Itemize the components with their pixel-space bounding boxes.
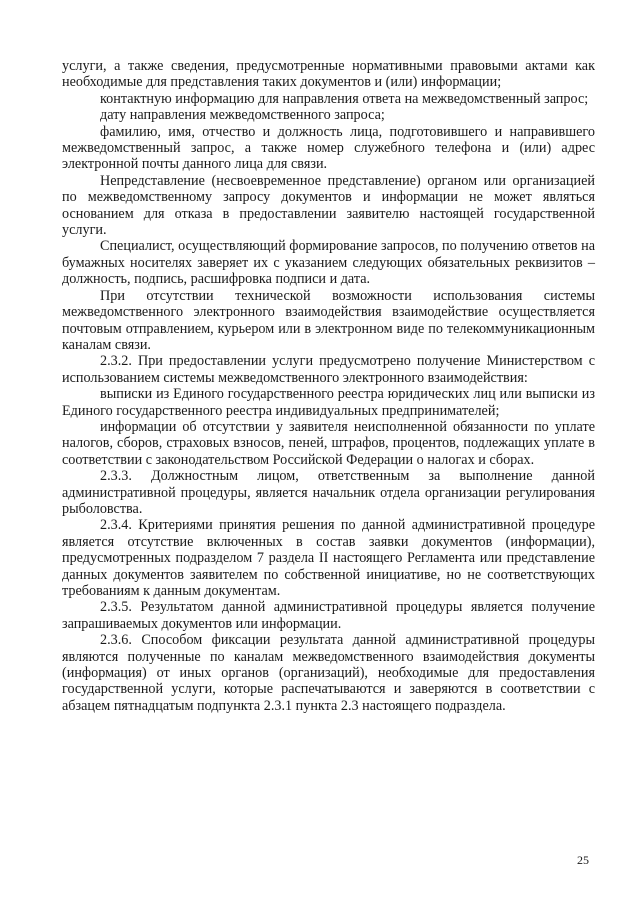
paragraph: контактную информацию для направления ответа на межведомственный запрос; (100, 90, 589, 107)
paragraph-section-2-3-3: 2.3.3. Должностным лицом, ответственным за выполнение данной административной процедуры, является начальник отдела организации регулирования рыболовства. (62, 468, 595, 517)
document-page (62, 58, 595, 714)
paragraph-section-2-3-4: 2.3.4. Критериями принятия решения по данной административной процедуре является отсутствие включенных в состав заявки документов (информации), предусмотренных подразделом 7 раздела II настоящего Регламента или представление данных документов заявителем по собственной инициативе, но не соответствующих требованиям к данным документам. (62, 517, 595, 599)
paragraph: дату направления межведомственного запроса; (100, 107, 385, 124)
page-number: 25 (577, 853, 589, 867)
paragraph: фамилию, имя, отчество и должность лица, подготовившего и направившего межведомственный запрос, а также номер служебного телефона и (или) адрес электронной почты данного лица для связи. (62, 123, 595, 173)
paragraph: При отсутствии технической возможности использования системы межведомственного электронного взаимодействия взаимодействие осуществляется почтовым отправлением, курьером или в электронном виде по телекоммуникационным каналам связи. (62, 287, 595, 353)
paragraph: Непредставление (несвоевременное представление) органом или организацией по межведомственному запросу документов и информации не может являться основанием для отказа в предоставлении заявителю настоящей государственной услуги. (62, 172, 595, 239)
paragraph: информации об отсутствии у заявителя неисполненной обязанности по уплате налогов, сборов, страховых взносов, пеней, штрафов, процентов, подлежащих уплате в соответствии с законодательством Российской Федерации о налогах и сборах. (62, 418, 595, 468)
paragraph-section-2-3-2: 2.3.2. При предоставлении услуги предусмотрено получение Министерством с использованием системы межведомственного электронного взаимодействия: (62, 353, 595, 386)
paragraph: Специалист, осуществляющий формирование запросов, по получению ответов на бумажных носителях заверяет их с указанием следующих обязательных реквизитов – должность, подпись, расшифровка подписи и дата. (62, 238, 595, 288)
paragraph-section-2-3-5: 2.3.5. Результатом данной административной процедуры является получение запрашиваемых документов или информации. (62, 599, 595, 632)
paragraph: выписки из Единого государственного реестра юридических лиц или выписки из Единого государственного реестра индивидуальных предпринимателей; (62, 386, 595, 419)
paragraph-section-2-3-6: 2.3.6. Способом фиксации результата данной административной процедуры являются полученные по каналам межведомственного взаимодействия документы (информация) от иных органов (организаций), необходимые для предоставления государственной услуги, которые распечатываются и заверяются в соответствии с абзацем пятнадцатым подпункта 2.3.1 пункта 2.3 настоящего подраздела. (62, 632, 595, 714)
paragraph: услуги, а также сведения, предусмотренные нормативными правовыми актами как необходимые для представления таких документов и (или) информации; (62, 58, 595, 91)
